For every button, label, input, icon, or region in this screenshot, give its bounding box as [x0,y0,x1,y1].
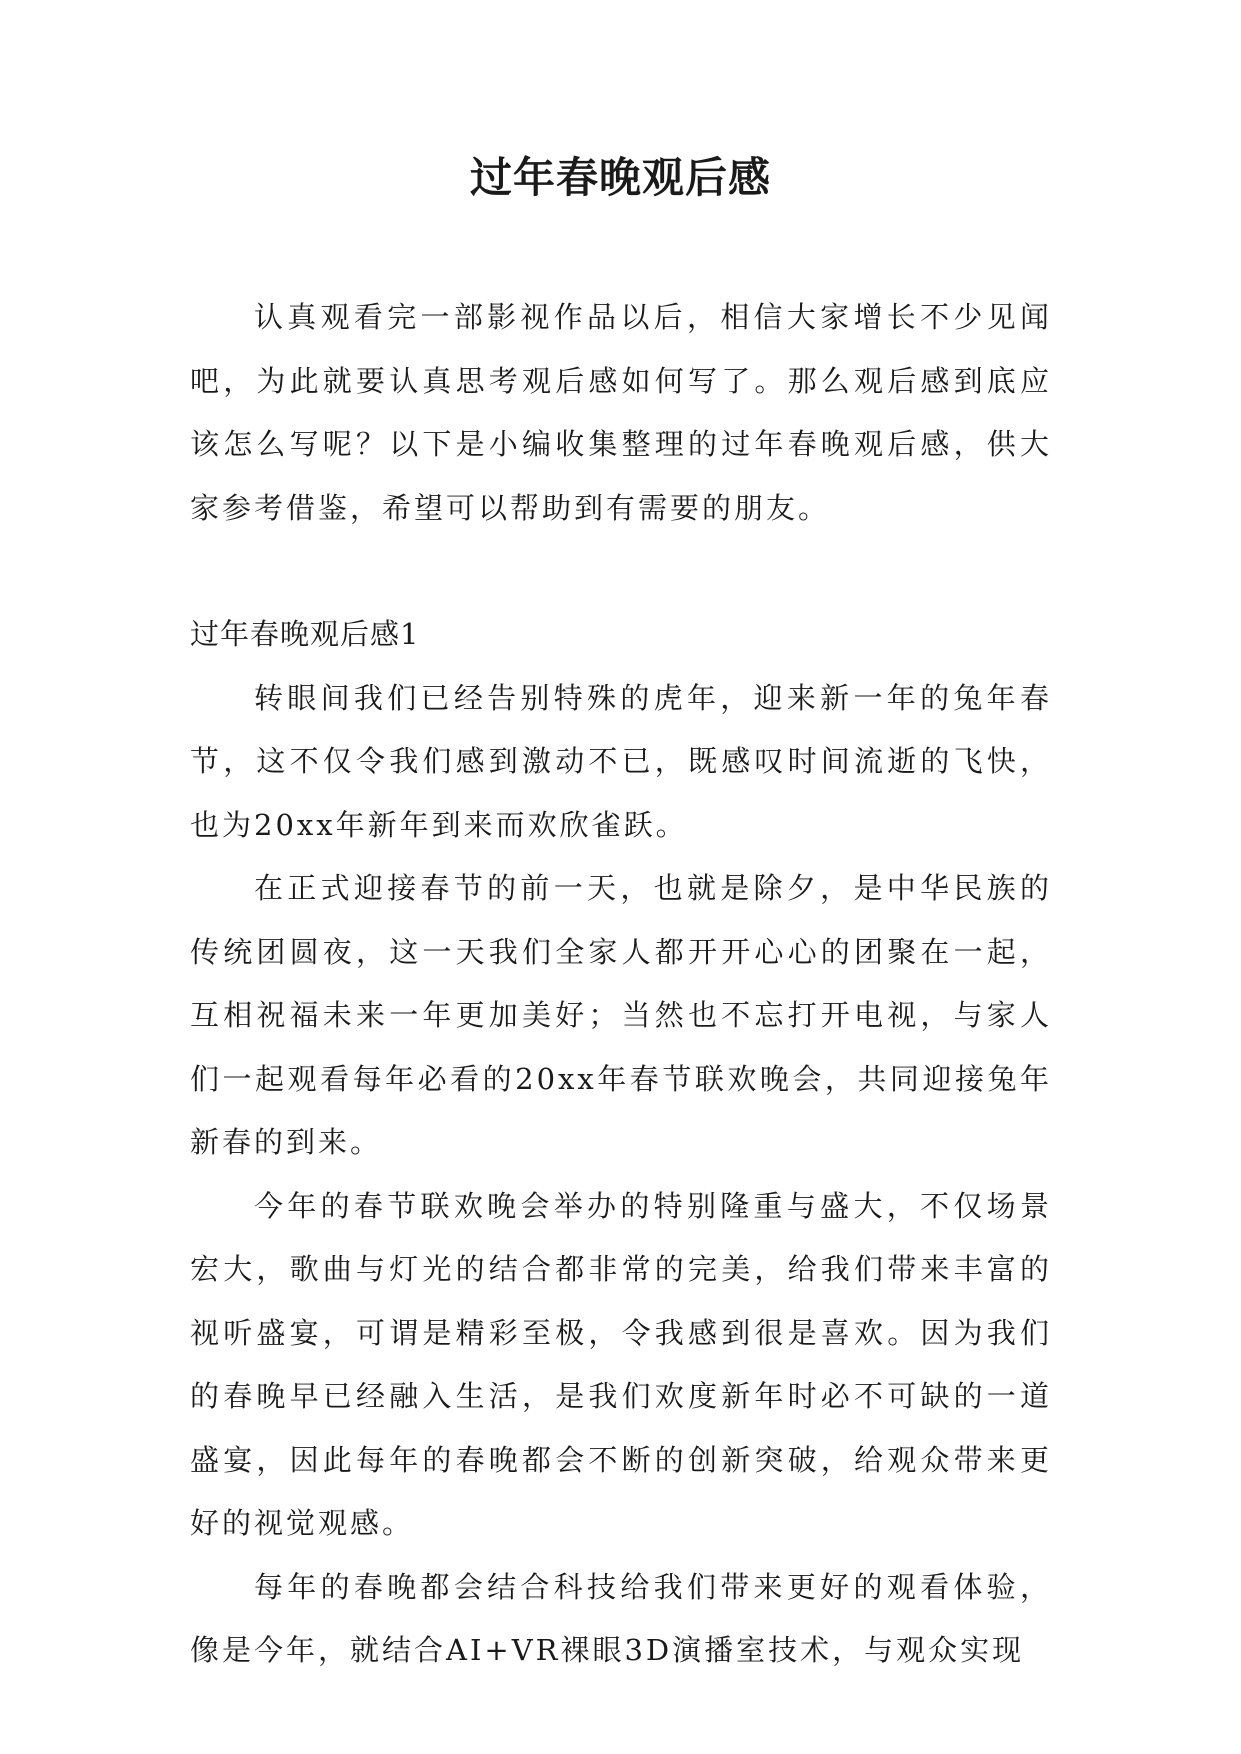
body-paragraph-2: 在正式迎接春节的前一天，也就是除夕，是中华民族的传统团圆夜，这一天我们全家人都开开心心的团聚在一起，互相祝福未来一年更加美好；当然也不忘打开电视，与家人们一起观看每年必看的20xx年春节联欢晚会，共同迎接兔年新春的到来。 [190,871,1052,1159]
document-title: 过年春晚观后感 [469,153,771,202]
section-heading: 过年春晚观后感1 [190,617,420,651]
body-paragraph-1: 转眼间我们已经告别特殊的虎年，迎来新一年的兔年春节，这不仅令我们感到激动不已，既感叹时间流逝的飞快，也为20xx年新年到来而欢欣雀跃。 [190,680,1052,842]
document-body [190,286,1052,1683]
body-paragraph-3: 今年的春节联欢晚会举办的特别隆重与盛大，不仅场景宏大，歌曲与灯光的结合都非常的完美，给我们带来丰富的视听盛宴，可谓是精彩至极，令我感到很是喜欢。因为我们的春晚早已经融入生活，是我们欢度新年时必不可缺的一道盛宴，因此每年的春晚都会不断的创新突破，给观众带来更好的视觉观感。 [190,1188,1052,1540]
body-paragraph-4: 每年的春晚都会结合科技给我们带来更好的观看体验，像是今年，就结合AI+VR裸眼3D演播室技术，与观众实现 [190,1569,1052,1667]
paragraph-gap [190,540,1052,603]
intro-paragraph: 认真观看完一部影视作品以后，相信大家增长不少见闻吧，为此就要认真思考观后感如何写了。那么观后感到底应该怎么写呢？以下是小编收集整理的过年春晚观后感，供大家参考借鉴，希望可以帮助到有需要的朋友。 [190,300,1052,525]
